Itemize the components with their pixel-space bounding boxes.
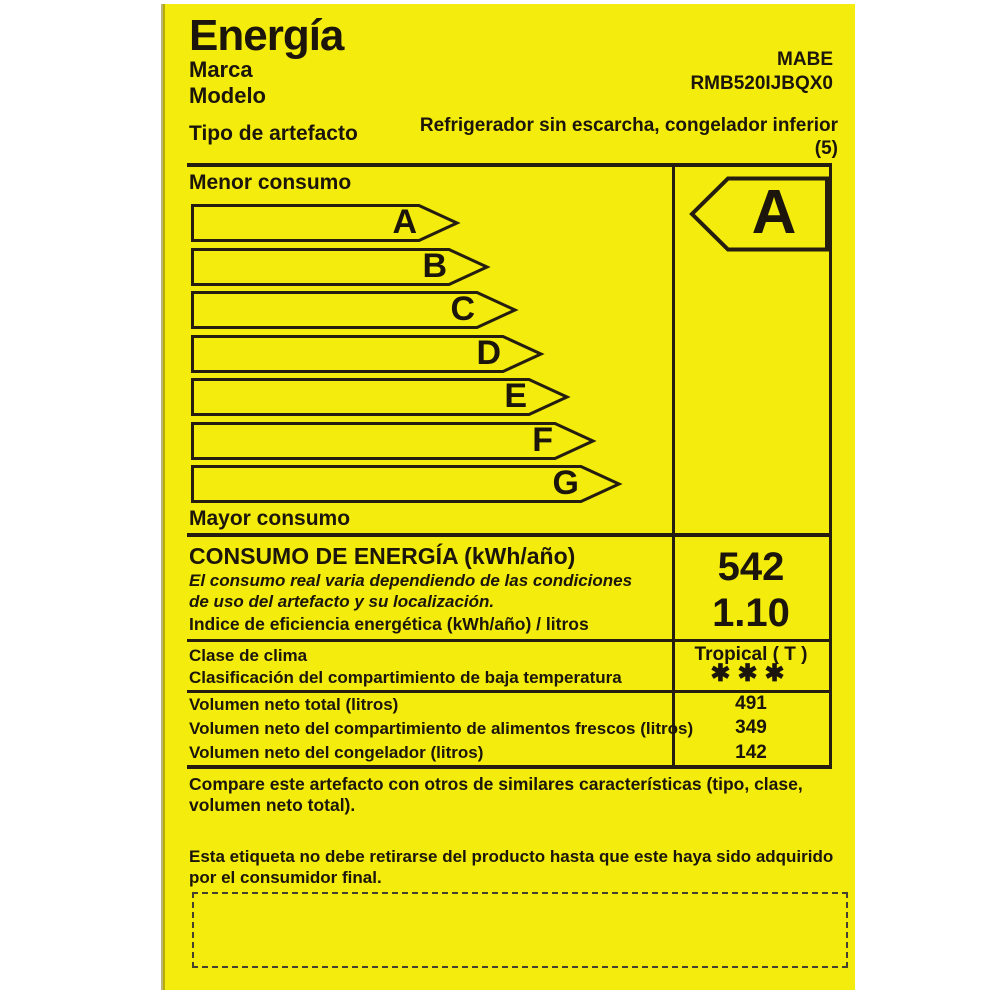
volume-row-value: 491 [735,693,767,714]
annual-consumption-value: 542 [717,545,785,589]
volume-row-label: Volumen neto del congelador (litros) [189,743,484,762]
rating-letter: D [476,334,501,372]
rating-letter: F [532,421,553,459]
compare-notice: Compare este artefacto con otros de similares características (tipo, clase, volumen neto total). [189,774,803,815]
climate-class-label: Clase de clima [189,646,308,665]
compartment-stars: ✱✱✱ [710,660,792,687]
volume-row-value: 349 [735,717,767,738]
type-value: Refrigerador sin escarcha, congelador inferior (5) [419,115,838,159]
consumption-note-line1: El consumo real varia dependiendo de las condiciones [189,571,633,590]
rating-letter: B [422,247,447,285]
scale-bottom-label: Mayor consumo [189,507,351,530]
volume-row-label: Volumen neto del compartimiento de alimentos frescos (litros) [189,719,694,738]
climate-class-value: Tropical ( T ) [694,644,808,665]
efficiency-index-value: 1.10 [712,591,790,635]
rating-letter: G [552,464,579,502]
rating-arrow-a [191,204,461,242]
brand-value: MABE [777,49,833,70]
type-label: Tipo de artefacto [189,122,358,145]
volume-row-value: 142 [735,742,767,763]
table-top-border [187,163,832,167]
rating-arrow-e [191,378,571,416]
model-label: Modelo [189,83,266,108]
rating-arrow-b [191,248,491,286]
label-title: Energía [189,11,344,60]
rating-letter: C [450,290,475,328]
consumption-note-line2: de uso del artefacto y su localización. [189,592,495,611]
scale-top-label: Menor consumo [189,171,352,194]
brand-label: Marca [189,57,253,82]
current-rating-letter: A [751,178,797,247]
table-bottom-border [187,765,832,769]
efficiency-index-label: Indice de eficiencia energética (kWh/año) / litros [189,614,589,634]
energy-label [163,4,855,990]
removal-notice: Esta etiqueta no debe retirarse del producto hasta que este haya sido adquirido por el consumidor final. [189,847,834,887]
rating-arrow-d [191,335,545,373]
rating-arrow-c [191,291,519,329]
consumption-title: CONSUMO DE ENERGÍA (kWh/año) [189,543,576,569]
rating-arrow-g [191,465,623,503]
rating-letter: A [392,203,417,241]
compartment-class-label: Clasificación del compartimiento de baja temperatura [189,668,622,687]
rating-letter: E [504,377,527,415]
table-right-border [829,163,832,769]
dashed-empty-box [192,892,848,968]
section-divider-2 [187,639,832,642]
section-divider-1 [187,533,832,537]
current-rating-arrow [688,176,830,252]
volume-row-label: Volumen neto total (litros) [189,695,399,714]
rating-arrow-f [191,422,597,460]
model-value: RMB520IJBQX0 [690,73,833,94]
